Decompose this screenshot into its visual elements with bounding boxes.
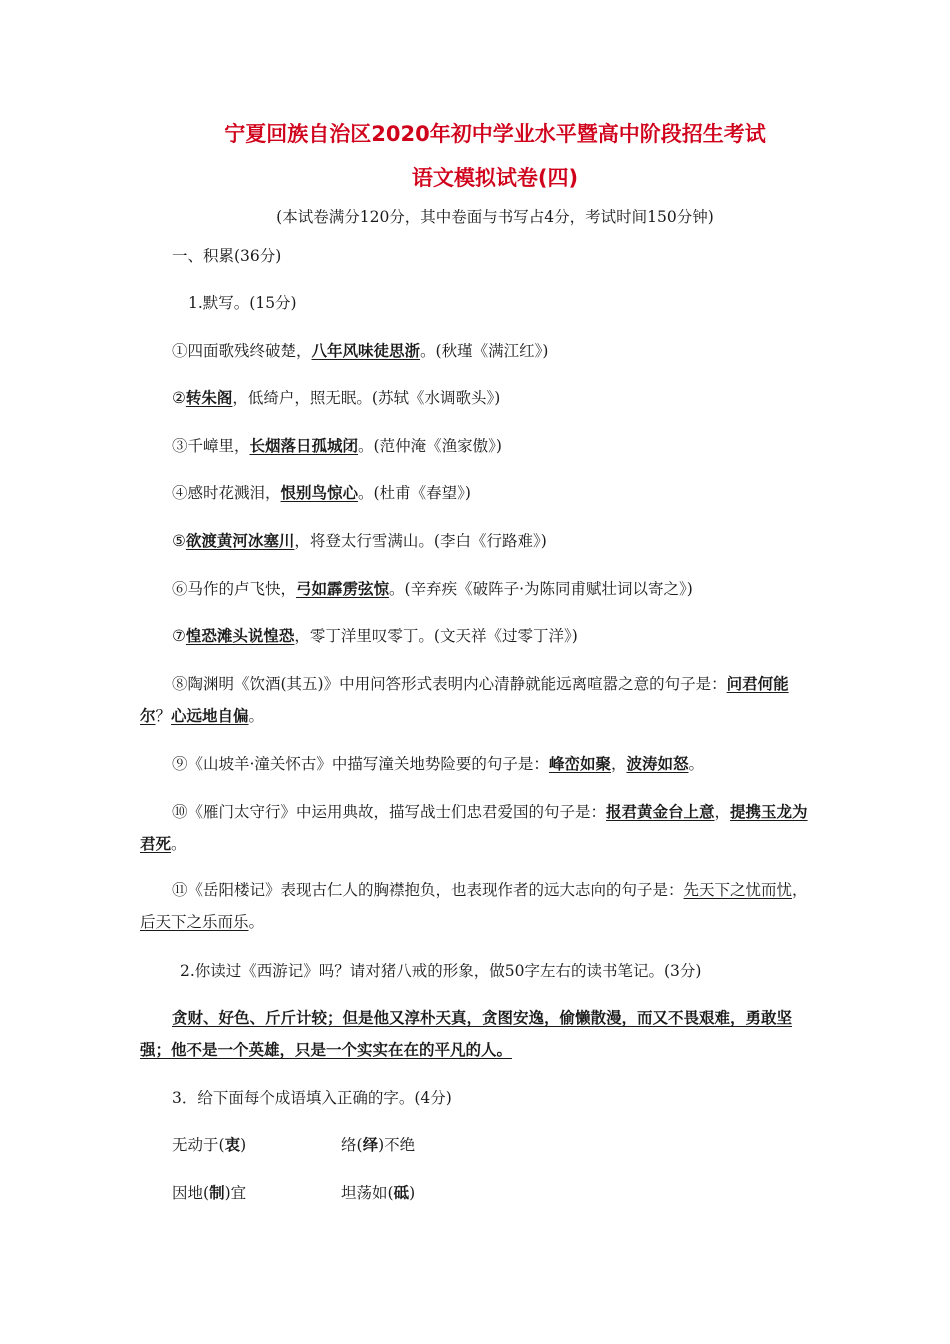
answer-text: 贪财、好色、斤斤计较；但是他又淳朴天真，贪图安逸，偷懒散漫，而又不畏艰难，勇敢坚强；他不是一个英雄，只是一个实实在在的平凡的人。 (140, 1008, 793, 1059)
item-answer: 长烟落日孤城闭 (249, 436, 359, 455)
item-prefix: ⑪《岳阳楼记》表现古仁人的胸襟抱负，也表现作者的远大志向的句子是： (172, 881, 684, 899)
section-heading: 一、积累(36分) (172, 247, 282, 265)
item-answer: 恨别鸟惊心 (280, 483, 359, 502)
item-answer: 惶恐滩头说惶恐 (185, 626, 295, 645)
item-prefix: ⑦ (172, 627, 186, 645)
item-prefix: ② (172, 389, 186, 407)
item-answer: 提携玉龙为君死 (140, 802, 808, 853)
exam-title-line1: 宁夏回族自治区2020年初中学业水平暨高中阶段招生考试 (224, 122, 766, 146)
item-answer: 报君黄金台上意 (606, 802, 715, 821)
question-1-label: 1.默写。(15分) (188, 294, 297, 312)
dictation-item (172, 435, 502, 457)
idiom-text: )不绝 (378, 1136, 416, 1154)
idiom-text: )宜 (224, 1184, 247, 1202)
idiom-item (172, 1182, 246, 1204)
item-answer: 峰峦如聚 (548, 754, 611, 773)
item-suffix: 。 (248, 913, 265, 931)
item-suffix: 。(杜甫《春望》) (358, 484, 471, 502)
question-3-label: 3．给下面每个成语填入正确的字。(4分) (172, 1089, 452, 1107)
dictation-item-9 (140, 748, 812, 780)
exam-title-line2: 语文模拟试卷(四) (411, 166, 579, 190)
idiom-text: 络( (341, 1136, 363, 1154)
item-prefix: ⑧陶渊明《饮酒(其五)》中用问答形式表明内心清静就能远离喧嚣之意的句子是： (172, 675, 727, 693)
item-mid: ， (610, 755, 627, 773)
idiom-answer: 制 (209, 1183, 225, 1202)
item-answer: 后天下之乐而乐 (140, 913, 249, 931)
idiom-answer: 绎 (362, 1135, 379, 1154)
item-mid: ， (714, 803, 731, 821)
item-answer: 问君何能尔 (140, 674, 789, 725)
exam-instructions: (本试卷满分120分，其中卷面与书写占4分，考试时间150分钟) (276, 208, 714, 226)
question-2-answer (140, 1002, 812, 1066)
item-suffix: 。 (248, 707, 265, 725)
item-prefix: ①四面歌残终破楚， (172, 342, 312, 360)
item-prefix: ④感时花溅泪， (172, 484, 281, 502)
item-suffix: 。(范仲淹《渔家傲》) (358, 437, 502, 455)
item-suffix: 。 (688, 755, 704, 773)
question-2-label: 2.你读过《西游记》吗？请对猪八戒的形象，做50字左右的读书笔记。(3分) (180, 962, 702, 980)
dictation-item-8 (140, 668, 812, 732)
dictation-item (172, 625, 578, 647)
item-answer: 心远地自偏 (171, 706, 249, 725)
item-answer: 转朱阁 (185, 388, 233, 407)
item-prefix: ⑥马作的卢飞快， (172, 580, 297, 598)
dictation-item (172, 578, 693, 600)
dictation-item (172, 530, 547, 552)
dictation-item (172, 340, 548, 362)
idiom-item (172, 1134, 246, 1156)
idiom-text: ) (409, 1184, 416, 1202)
dictation-item (172, 387, 500, 409)
idiom-text: 无动于( (172, 1136, 225, 1154)
item-suffix: 。 (171, 835, 187, 853)
item-prefix: ⑨《山坡羊·潼关怀古》中描写潼关地势险要的句子是： (172, 755, 549, 773)
idiom-item (341, 1134, 415, 1156)
item-prefix: ⑩《雁门太守行》中运用典故，描写战士们忠君爱国的句子是： (172, 803, 607, 821)
item-mid: ？ (155, 707, 172, 725)
item-suffix: 。(秋瑾《满江红》) (420, 342, 549, 360)
dictation-item-10 (140, 796, 812, 860)
dictation-item (172, 482, 471, 504)
item-answer: 欲渡黄河冰塞川 (185, 531, 295, 550)
item-prefix: ③千嶂里， (172, 437, 250, 455)
idiom-answer: 砥 (393, 1183, 410, 1202)
idiom-text: 坦荡如( (341, 1184, 394, 1202)
idiom-text: ) (240, 1136, 247, 1154)
item-mid: ， (792, 881, 808, 899)
idiom-text: 因地( (172, 1184, 210, 1202)
item-suffix: 。(辛弃疾《破阵子·为陈同甫赋壮词以寄之》) (389, 580, 693, 598)
item-answer: 八年风味徒思浙 (311, 341, 421, 360)
dictation-item-11 (140, 874, 812, 938)
item-suffix: ，将登太行雪满山。(李白《行路难》) (294, 532, 547, 550)
item-answer: 先天下之忧而忧 (683, 881, 793, 899)
item-prefix: ⑤ (172, 532, 186, 550)
item-suffix: ，低绮户，照无眠。(苏轼《水调歌头》) (232, 389, 501, 407)
idiom-item (341, 1182, 415, 1204)
item-suffix: ，零丁洋里叹零丁。(文天祥《过零丁洋》) (294, 627, 578, 645)
item-answer: 弓如霹雳弦惊 (296, 579, 390, 598)
idiom-answer: 衷 (224, 1135, 241, 1154)
item-answer: 波涛如怒 (626, 754, 689, 773)
